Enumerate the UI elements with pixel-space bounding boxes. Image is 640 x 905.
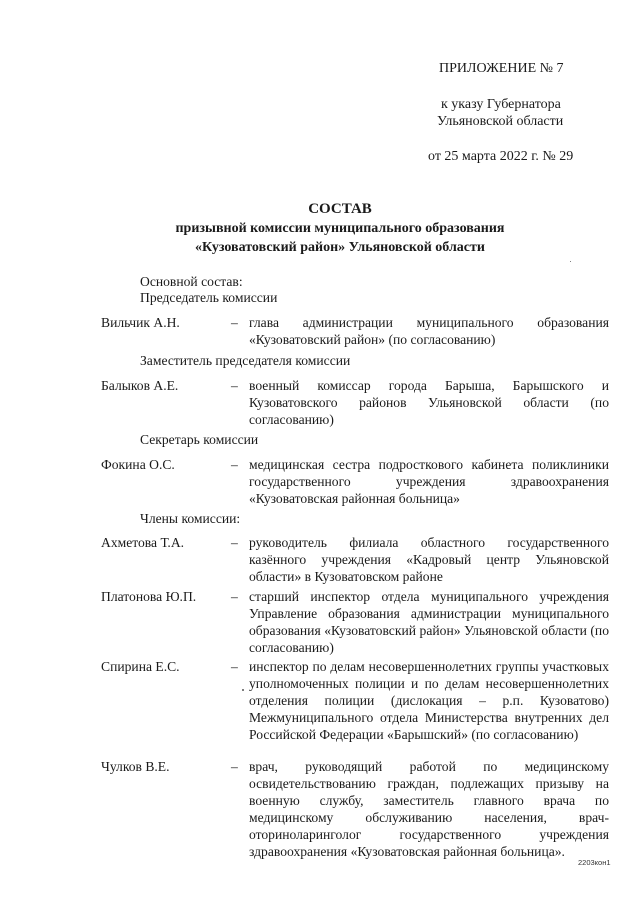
dash-separator: –	[231, 759, 238, 774]
decree-date: от 25 марта 2022 г. № 29	[428, 149, 574, 164]
title-main: СОСТАВ	[308, 201, 372, 217]
decree-reference: к указу Губернатора	[441, 97, 561, 112]
member-name: Ахметова Т.А.	[101, 535, 185, 550]
scan-speck	[570, 261, 571, 262]
member-name: Вильчик А.Н.	[101, 315, 180, 330]
scan-speck	[242, 689, 244, 691]
member-description: инспектор по делам несовершеннолетних группы участковых уполномоченных полиции и по делам несовершеннолетних отделения полиции (дислокация – р.п. Кузоватово) Межмуниципального отдела Министерства внутренних дел Российской Федерации «Барышский» (по согласованию)	[249, 659, 609, 742]
member-description: руководитель филиала областного государственного казённого учреждения «Кадровый центр Ульяновской области» в Кузоватовском районе	[249, 535, 609, 584]
member-description: врач, руководящий работой по медицинскому освидетельствованию граждан, подлежащих призыву на военную службу, заместитель главного врача по медицинскому обслуживанию населения, врач-оториноларинголог государственного учреждения здравоохранения «Кузоватовская районная больница».	[249, 759, 609, 859]
title-line-2: «Кузоватовский район» Ульяновской области	[195, 240, 485, 255]
secretary-heading: Секретарь комиссии	[140, 432, 259, 447]
document-title	[96, 200, 584, 257]
member-name: Фокина О.С.	[101, 457, 175, 472]
member-name: Балыков А.Е.	[101, 378, 179, 393]
member-description: военный комиссар города Барыша, Барышского и Кузоватовского районов Ульяновской области (по согласованию)	[249, 378, 609, 427]
member-description: медицинская сестра подросткового кабинета поликлиники государственного учреждения здравоохранения «Кузоватовская районная больница»	[249, 457, 609, 506]
main-composition-heading: Основной состав:	[140, 274, 243, 289]
member-name: Спирина Е.С.	[101, 659, 180, 674]
chairman-heading: Председатель комиссии	[140, 290, 278, 305]
document-code: 2203кон1	[578, 858, 611, 867]
dash-separator: –	[231, 378, 238, 393]
dash-separator: –	[231, 457, 238, 472]
title-line-1: призывной комиссии муниципального образования	[175, 221, 505, 236]
members-heading: Члены комиссии:	[140, 511, 241, 526]
member-description: старший инспектор отдела муниципального учреждения Управление образования администрации муниципального образования «Кузоватовский район» Ульяновской области (по согласованию)	[249, 589, 609, 655]
deputy-heading: Заместитель председателя комиссии	[140, 353, 351, 368]
member-description: глава администрации муниципального образования «Кузоватовский район» (по согласованию)	[249, 315, 609, 347]
appendix-label: ПРИЛОЖЕНИЕ № 7	[439, 61, 564, 76]
dash-separator: –	[231, 659, 238, 674]
dash-separator: –	[231, 315, 238, 330]
member-name: Чулков В.Е.	[101, 759, 170, 774]
member-name: Платонова Ю.П.	[101, 589, 197, 604]
dash-separator: –	[231, 589, 238, 604]
dash-separator: –	[231, 535, 238, 550]
decree-region: Ульяновской области	[437, 114, 564, 129]
